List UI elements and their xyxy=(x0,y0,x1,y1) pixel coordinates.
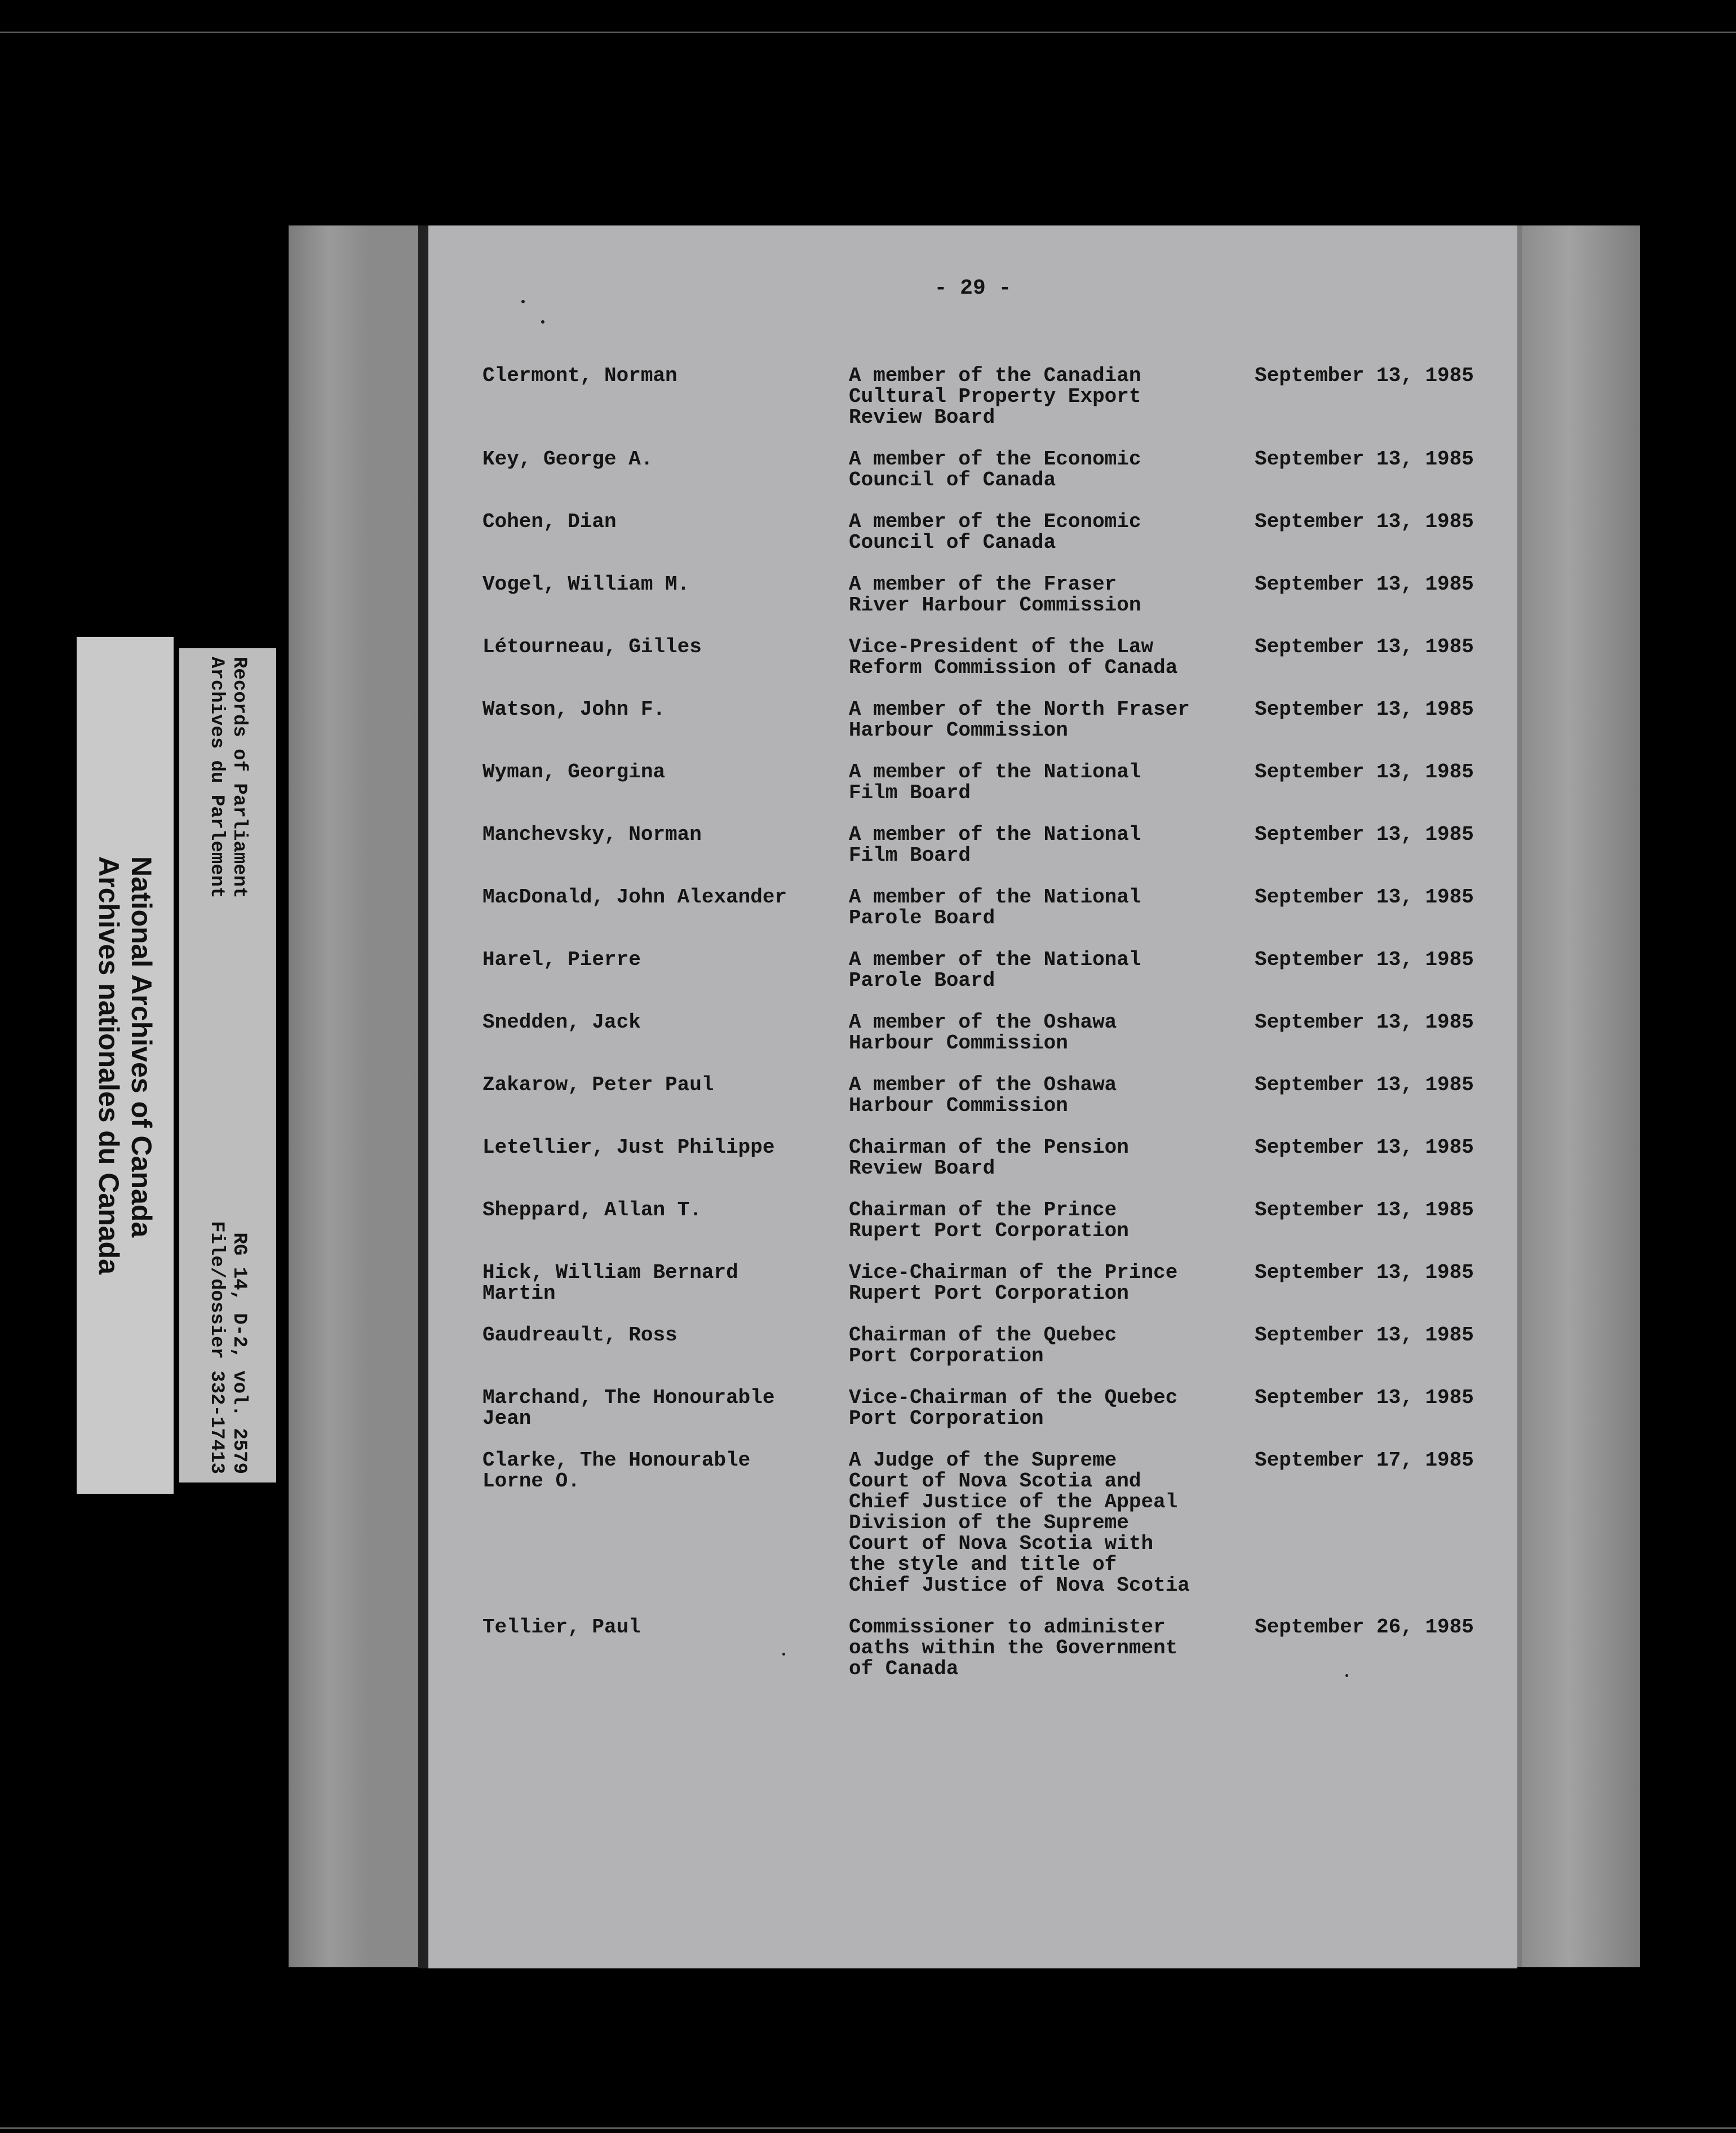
records-reference-stamp xyxy=(179,648,276,1483)
appointee-name: Clermont, Norman xyxy=(482,364,677,387)
appointment-row xyxy=(482,574,1491,616)
appointment-position: A member of the National Parole Board xyxy=(849,948,1141,992)
appointment-row xyxy=(482,699,1491,741)
appointment-position: A member of the National Film Board xyxy=(849,823,1141,867)
appointments-list xyxy=(482,365,1491,1700)
appointment-row xyxy=(482,887,1491,928)
appointment-row xyxy=(482,511,1491,553)
appointment-position: Chairman of the Pension Review Board xyxy=(849,1136,1129,1180)
appointment-row xyxy=(482,762,1491,803)
appointment-position: Vice-Chairman of the Prince Rupert Port Corporation xyxy=(849,1261,1178,1305)
dust-speck xyxy=(521,300,525,303)
appointment-row xyxy=(482,1200,1491,1241)
appointment-date: September 13, 1985 xyxy=(1255,1386,1474,1409)
appointment-date: September 13, 1985 xyxy=(1255,1136,1474,1159)
appointment-row xyxy=(482,636,1491,678)
appointee-name: Marchand, The Honourable Jean xyxy=(482,1386,775,1430)
appointment-position: A member of the National Film Board xyxy=(849,760,1141,804)
appointee-name: Sheppard, Allan T. xyxy=(482,1198,702,1222)
appointment-position: Chairman of the Prince Rupert Port Corporation xyxy=(849,1198,1129,1242)
appointment-date: September 13, 1985 xyxy=(1255,1324,1474,1347)
appointee-name: Letellier, Just Philippe xyxy=(482,1136,775,1159)
appointment-date: September 13, 1985 xyxy=(1255,573,1474,596)
appointment-date: September 13, 1985 xyxy=(1255,886,1474,909)
appointment-row xyxy=(482,1387,1491,1429)
stamp-line-french: Archives nationales du Canada xyxy=(93,856,125,1275)
appointment-row xyxy=(482,449,1491,490)
appointee-name: Manchevsky, Norman xyxy=(482,823,702,846)
appointment-position: A member of the Economic Council of Canada xyxy=(849,448,1141,492)
appointment-position: Commissioner to administer oaths within the Government of Canada xyxy=(849,1616,1178,1680)
appointment-date: September 13, 1985 xyxy=(1255,1198,1474,1222)
appointment-row xyxy=(482,1617,1491,1679)
appointment-date: September 13, 1985 xyxy=(1255,510,1474,533)
appointment-position: Vice-President of the Law Reform Commission of Canada xyxy=(849,635,1178,679)
appointment-row xyxy=(482,1137,1491,1179)
appointment-date: September 13, 1985 xyxy=(1255,364,1474,387)
archives-du-parlement: Archives du Parlement xyxy=(206,657,227,899)
appointment-date: September 26, 1985 xyxy=(1255,1616,1474,1639)
appointment-position: A member of the North Fraser Harbour Commission xyxy=(849,698,1190,742)
appointee-name: Cohen, Dian xyxy=(482,510,617,533)
appointment-position: A Judge of the Supreme Court of Nova Scotia and Chief Justice of the Appeal Division of the Supreme Court of Nova Scotia with the style and title of Chief Justice of Nova Scotia xyxy=(849,1449,1190,1597)
records-of-parliament: Records of Parliament xyxy=(228,657,250,899)
appointee-name: MacDonald, John Alexander xyxy=(482,886,787,909)
appointment-position: A member of the Canadian Cultural Property Export Review Board xyxy=(849,364,1141,429)
appointee-name: Hick, William Bernard Martin xyxy=(482,1261,738,1305)
appointment-date: September 13, 1985 xyxy=(1255,760,1474,784)
appointment-position: A member of the Oshawa Harbour Commission xyxy=(849,1073,1117,1117)
appointee-name: Létourneau, Gilles xyxy=(482,635,702,658)
appointment-date: September 17, 1985 xyxy=(1255,1449,1474,1472)
appointee-name: Tellier, Paul xyxy=(482,1616,641,1639)
appointee-name: Wyman, Georgina xyxy=(482,760,666,784)
national-archives-stamp xyxy=(77,637,174,1494)
appointment-date: September 13, 1985 xyxy=(1255,948,1474,971)
appointment-row xyxy=(482,824,1491,866)
appointment-row xyxy=(482,1450,1491,1596)
appointee-name: Zakarow, Peter Paul xyxy=(482,1073,714,1096)
appointment-row xyxy=(482,1012,1491,1054)
appointment-row xyxy=(482,365,1491,428)
appointment-row xyxy=(482,1262,1491,1304)
appointee-name: Gaudreault, Ross xyxy=(482,1324,677,1347)
file-dossier-number: File/dossier 332-17413 xyxy=(206,1221,227,1474)
appointment-date: September 13, 1985 xyxy=(1255,698,1474,721)
appointment-date: September 13, 1985 xyxy=(1255,1073,1474,1096)
appointment-row xyxy=(482,949,1491,991)
appointee-name: Watson, John F. xyxy=(482,698,666,721)
document-page xyxy=(428,225,1517,1968)
dust-speck xyxy=(782,1653,785,1656)
dust-speck xyxy=(541,320,544,324)
scan-background-right xyxy=(1522,225,1640,1967)
appointment-date: September 13, 1985 xyxy=(1255,1011,1474,1034)
appointment-date: September 13, 1985 xyxy=(1255,823,1474,846)
record-group-volume: RG 14, D-2, vol. 2579 xyxy=(228,1232,250,1474)
appointment-date: September 13, 1985 xyxy=(1255,448,1474,471)
appointment-position: Chairman of the Quebec Port Corporation xyxy=(849,1324,1117,1368)
appointee-name: Clarke, The Honourable Lorne O. xyxy=(482,1449,751,1493)
appointment-position: Vice-Chairman of the Quebec Port Corporation xyxy=(849,1386,1178,1430)
scanner-edge-top xyxy=(0,32,1736,33)
page-number: - 29 - xyxy=(934,276,1012,300)
appointment-position: A member of the Economic Council of Canada xyxy=(849,510,1141,554)
appointment-position: A member of the Fraser River Harbour Commission xyxy=(849,573,1141,617)
appointee-name: Key, George A. xyxy=(482,448,653,471)
dust-speck xyxy=(1345,1674,1348,1677)
appointee-name: Vogel, William M. xyxy=(482,573,690,596)
scanner-edge-bottom xyxy=(0,2127,1736,2129)
appointment-position: A member of the National Parole Board xyxy=(849,886,1141,930)
appointee-name: Harel, Pierre xyxy=(482,948,641,971)
appointee-name: Snedden, Jack xyxy=(482,1011,641,1034)
appointment-date: September 13, 1985 xyxy=(1255,635,1474,658)
appointment-row xyxy=(482,1074,1491,1116)
appointment-row xyxy=(482,1325,1491,1366)
appointment-position: A member of the Oshawa Harbour Commission xyxy=(849,1011,1117,1055)
stamp-line-english: National Archives of Canada xyxy=(126,856,157,1238)
appointment-date: September 13, 1985 xyxy=(1255,1261,1474,1284)
